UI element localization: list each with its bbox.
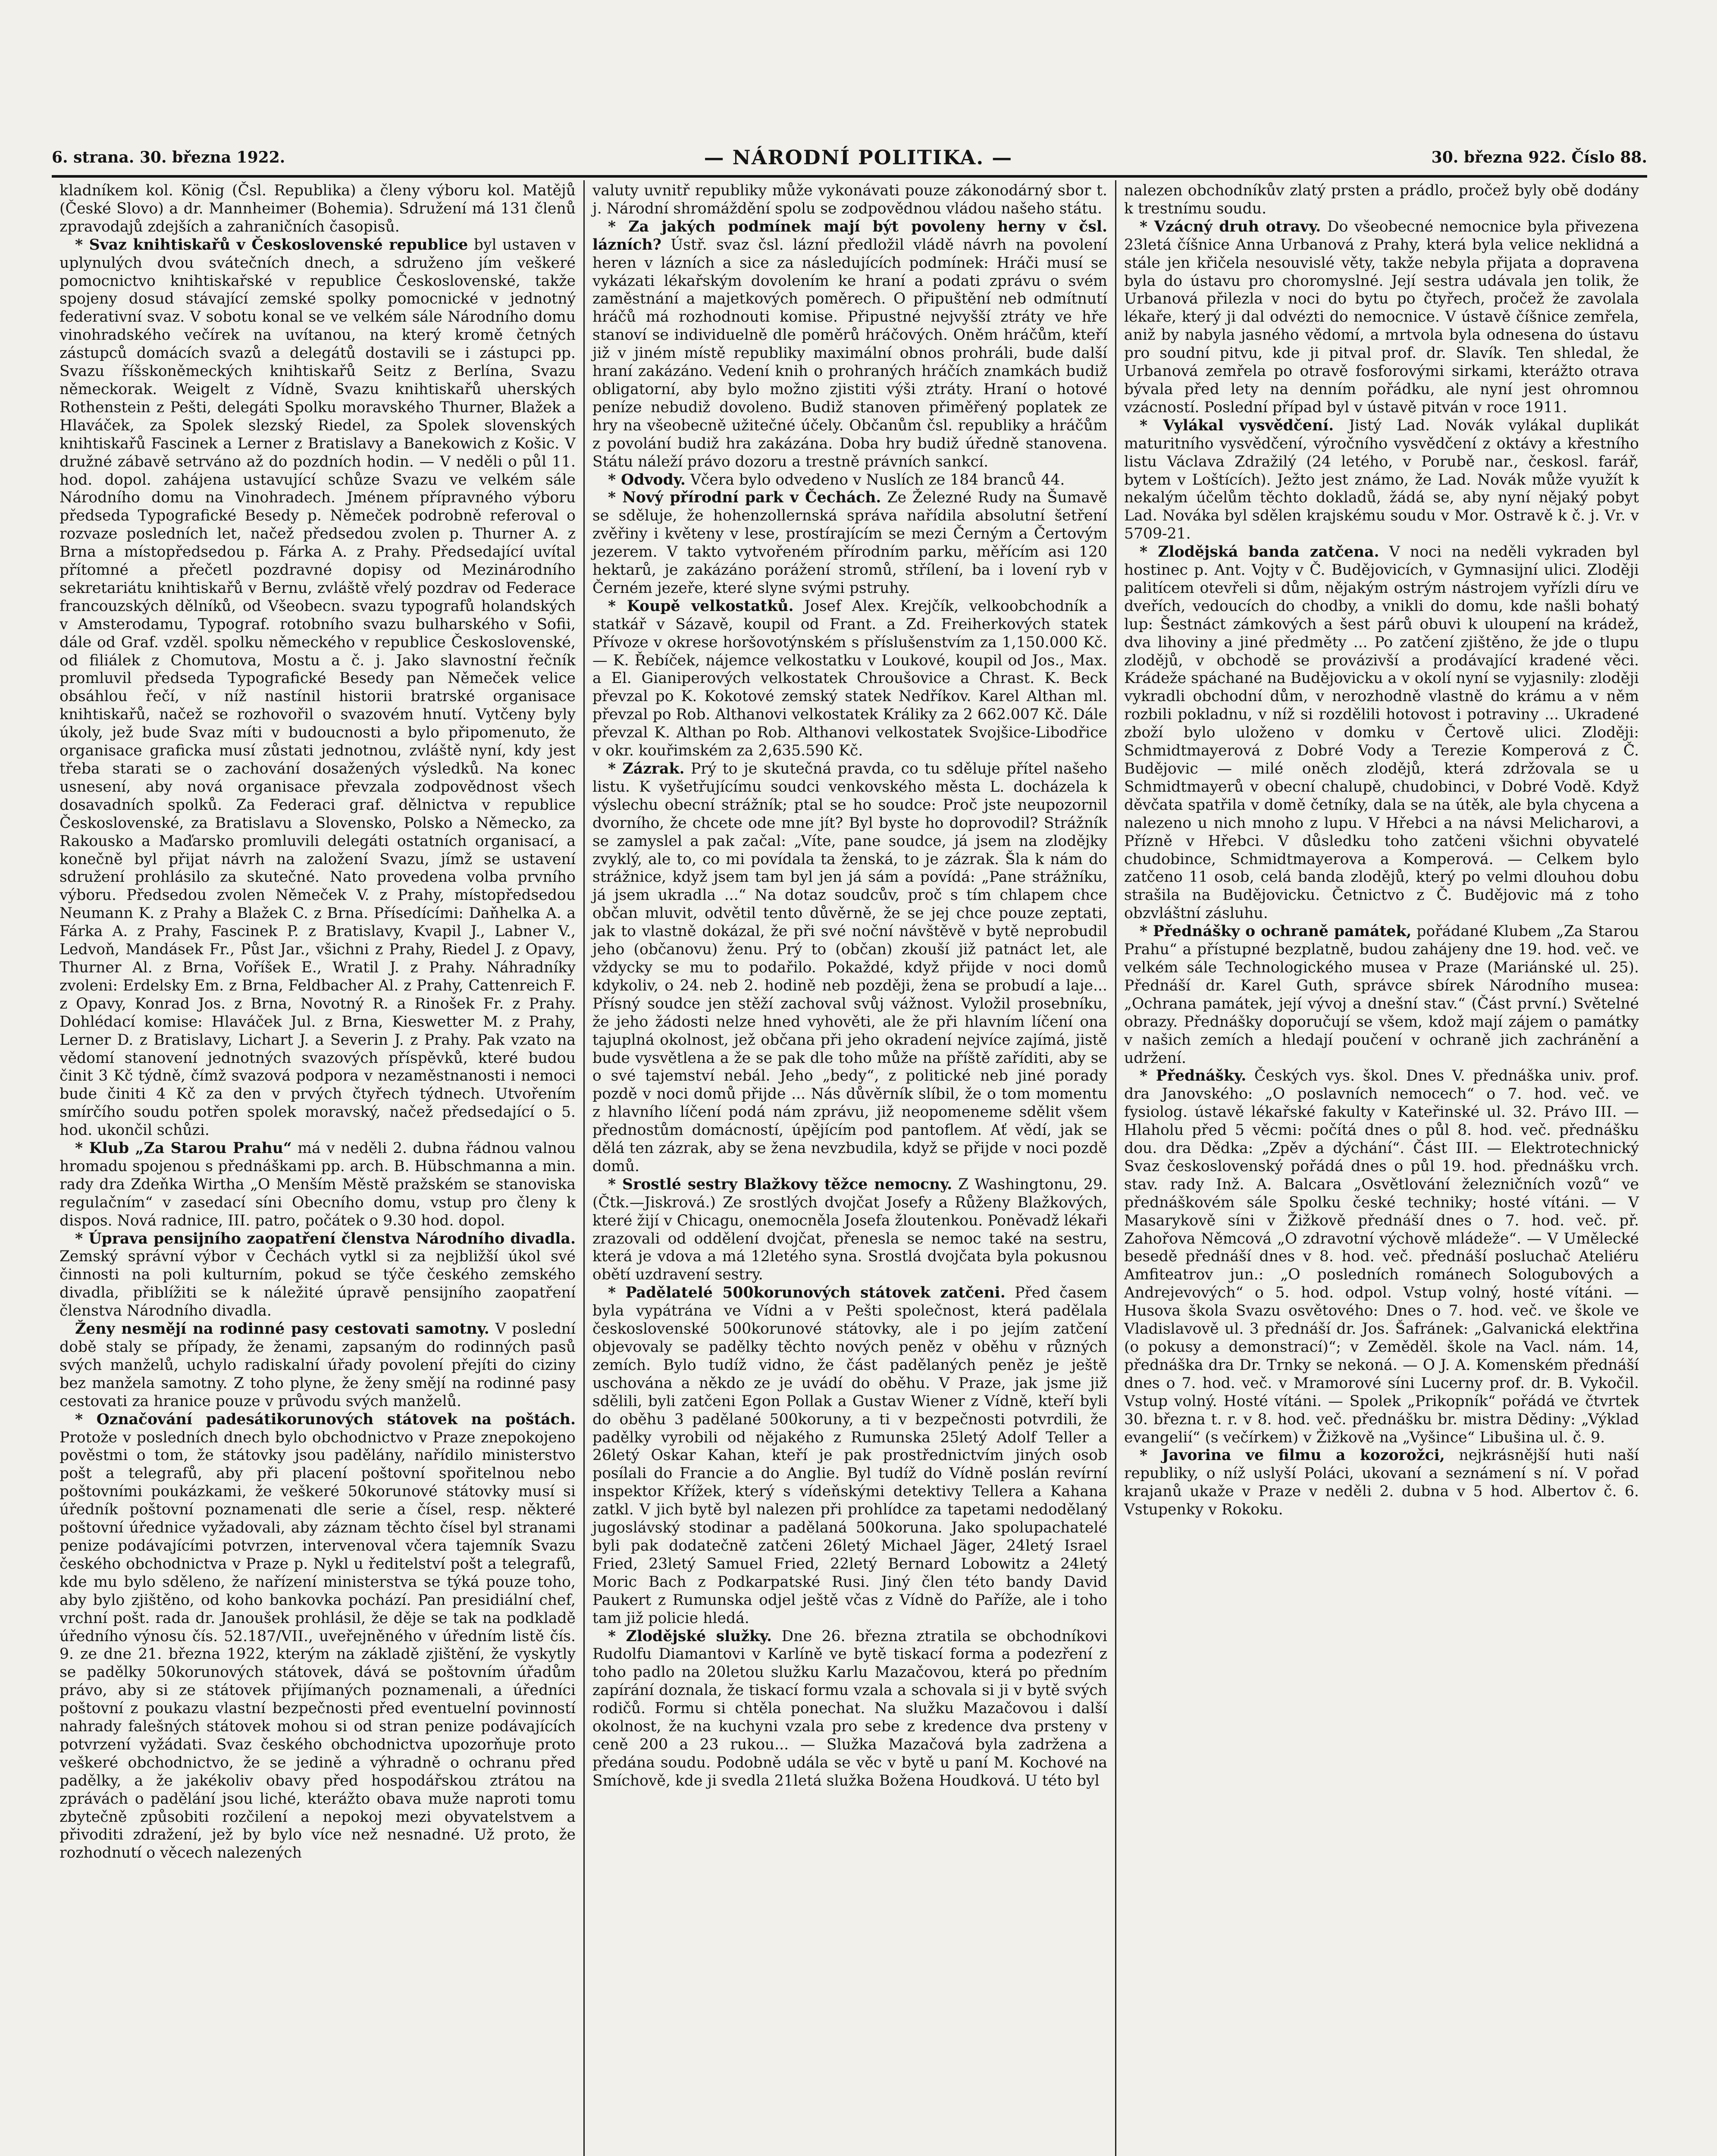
article-body: Včera bylo odvedeno v Nuslích ze 184 branců 44. (690, 471, 1065, 489)
article-headline: * Přednášky o ochraně památek, (1140, 923, 1412, 940)
article-paragraph (592, 218, 1107, 471)
article-body: Do všeobecné nemocnice byla přivezena 23letá číšnice Anna Urbanová z Prahy, která byla velice neklidná a stále jen křičela nesouvislé věty, takže nebyla přijata a dopravena byla do ústavu pro choromyslné. Její sestra udávala jen tolik, že Urbanová přilezla v noci do bytu po čtyřech, pročež že zavolala lékaře, který ji dal odvézti do nemocnice. V ústavě číšnice zemřela, aniž by nabyla jasného vědomí, a mrtvola byla odnesena do ústavu pro soudní pitvu, kde ji pitval prof. dr. Slavík. Ten shledal, že Urbanová zemřela po otravě fosforovými sirkami, kterážto otrava bývala před lety na denním pořádku, ale nyní jest ohromnou vzácností. Poslední případ byl v ústavě pitván v roce 1911. (1124, 218, 1639, 416)
article-paragraph (60, 1411, 576, 1863)
article-paragraph (60, 1140, 576, 1230)
article-paragraph (592, 1284, 1107, 1627)
newspaper-title: — NÁRODNÍ POLITIKA. — (704, 146, 1013, 169)
article-headline: * Klub „Za Starou Prahu“ (75, 1140, 292, 1157)
article-body: Ze Železné Rudy na Šumavě se sděluje, že hohenzollernská správa nařídila absolutní šetření zvěřiny i květeny v lese, prostírajícím se mezi Černým a Čertovým jezerem. V takto vytvořeném přírodním parku, měřícím asi 120 hektarů, je zakázáno porážení stromů, střílení, ba i lovení ryb v Černém jezeře, které slyne svými pstruhy. (592, 489, 1107, 597)
article-paragraph (1124, 1067, 1639, 1447)
article-body: Jistý Lad. Novák vylákal duplikát maturitního vysvědčení, výročního vysvědčení z oktávy a křestního listu Václava Zdražilý (24 letého, v Porubě nar., českosl. farář, bytem v Loštících). Ježto jest známo, že Lad. Novák může využít k nekalým účelům těchto dokladů, žádá se, aby nyní nějaký pobyt Lad. Nováka byl sdělen krajskému soudu v Mor. Ostravě k č. j. Vr. v 5709-21. (1124, 417, 1639, 543)
article-body: Prý to je skutečná pravda, co tu sděluje přítel našeho listu. K vyšetřujícímu soudci venkovského města L. docházela k výslechu obecní strážník; ptal se ho soudce: Proč jste neupozornil dvorního, že chcete ode mne jít? Byl byste ho doprovodil? Strážník se zamyslel a pak začal: „Víte, pane soudce, já jsem na zlodějky zvyklý, ale to, co mi povídala ta ženská, to je zázrak. Šla k nám do strážnice, když jsem tam byl jen já sám a povídá: „Pane strážníku, já jsem ukradla ...“ Na dotaz soudcův, proč s tím chlapem chce občan mluvit, odvětil tento důvěrně, že se jej chce pouze zeptati, jak to vlastně dokázal, že při své noční návštěvě v bytě neprobudil jeho (občanovu) ženu. Prý to (občan) zkouší již patnáct let, ale vždycky se mu to podařilo. Pokaždé, když přijde v noci domů kdykoliv, o 24. neb 2. hodině neb později, žena se probudí a laje... Přísný soudce jen stěží zachoval svůj vážnost. Vyložil prosebníku, že jeho žádosti nelze hned vyhověti, ale že při hlavním líčení ona tajuplná okolnost, jež občana při jeho okradení nejvíce zajímá, jistě bude vysvětlena a že se pak dle toho může na příště zaříditi, aby se o své tajemství nebál. Jeho „bedy“, z politické neb jiné porady pozdě v noci domů přijde ... Nás důvěrník slíbil, že o tom momentu z hlavního líčení podá nám zprávu, již neopomeneme sdělit všem přednostům domácností, úpějícím pod pantoflem. Ať vědí, jak se dělá ten zázrak, aby se žena nevzbudila, když se přijde v noci pozdě domů. (592, 760, 1107, 1175)
article-paragraph (592, 471, 1107, 489)
article-body: V noci na neděli vykraden byl hostinec p. Ant. Vojty v Č. Budějovicích, v Gymnasijní ulici. Zloději palitícem otevřeli si dům, nějakým ostrým nástrojem vyřízli díru ve dveřích, vedoucích do chodby, a vnikli do domu, kde našli bohatý lup: Šestnáct zámkových a šest párů obuvi k uloupení na krádež, dva lihoviny a jiné předměty ... Po zatčení zjištěno, že jde o tlupu zlodějů, v obchodě se provázivší a prodávající kradené věci. Krádeže spáchané na Budějovicku a v okolí nyní se vyjasnily: zloději vykradli obchodní dům, v nerozhodně vlastně do krámu a v něm rozbili pokladnu, v níž si rozdělili hotovost i potraviny ... Ukradené zboží bylo uloženo v domku v Čertově ulici. Zloději: Schmidtmayerová z Dobré Vody a Terezie Komperová z Č. Budějovic — milé oněch zlodějů, která zdržovala se u Schmidtmayerů v obecní chalupě, chudobinci, v Dobré Vodě. Když děvčata spatřila v domě četníky, dala se na útěk, ale byla chycena a nalezeno u nich mnoho z lupu. V Hřebci a na návsi Melicharovi, a Přízně v Hřebci. V důsledku toho zatčeni všichni obyvatelé chudobince, Schmidtmayerova a Komperová. — Celkem bylo zatčeno 11 osob, celá banda zlodějů, který po velmi dlouhou dobu strašila na Budějovicku. Četnictvo z Č. Budějovic má z toho obzvláštní zásluhu. (1124, 543, 1639, 922)
article-body: V poslední době staly se případy, že ženami, zapsaným do rodinných pasů svých manželů, uchylo radiskalní úřady povolení přejíti do ciziny bez manžela samotny. Z toho plyne, že ženy smějí na rodinné pasy cestovati za hranice pouze v průvodu svých manželů. (60, 1320, 576, 1410)
article-paragraph (60, 236, 576, 1140)
article-headline: * Za jakých podmínek mají být povoleny herny v čsl. lázních? (592, 218, 1107, 254)
article-headline: * Nový přírodní park v Čechách. (608, 489, 881, 507)
article-body: Josef Alex. Krejčík, velkoobchodník a statkář v Sázavě, koupil od Frant. a Zd. Freiherkových statek Přívoze v okrese horšovotýnském s příslušenstvím za 1,150.000 Kč. — K. Řebíček, nájemce velkostatku v Loukové, koupil od Jos., Max. a El. Gianiperových velkostatek Chroušovice a Chrast. K. Beck převzal po K. Kokotové zemský statek Nedříkov. Karel Althan ml. převzal po Rob. Althanovi velkostatek Králiky za 2 662.007 Kč. Dále převzal K. Althan po Rob. Althanovi velkostatek Svojšice-Libodřice v okr. kouřimském za 2,635.590 Kč. (592, 597, 1107, 760)
article-body: Před časem byla vypátrána ve Vídni a v Pešti společnost, která padělala československé 500korunové státovky, ale i po jejím zatčení objevovaly se padělky těchto nových peněz v oběhu v různých zemích. Bylo tudíž vidno, že část padělaných peněz je ještě uschována a někdo ze je uvádí do oběhu. V Praze, jak jsme již sdělili, byli zatčeni Egon Pollak a Gustav Wiener z Vídně, kteří byli do oběhu 3 padělané 500koruny, a ti v bezpečnosti potvrdili, že padělky vyrobili od nějakého z Rumunska 25letý Adolf Teller a 26letý Oskar Kahan, kteří je pak prostřednictvím jiných osob posílali do Francie a do Anglie. Byl tudíž do Vídně poslán revírní inspektor Křížek, který s vídeňskými detektivy Tellera a Kahana zatkl. V jich bytě byl nalezen při prohlídce za tapetami nedodělaný jugoslávský stodinar a padělaná 500koruna. Jako spolupachatelé byli pak dodatečně zatčeni 26letý Michael Jäger, 24letý Israel Fried, 23letý Samuel Fried, 22letý Bernard Lobowitz a 24letý Moric Bach z Podkarpatské Rusi. Jiný člen této bandy David Paukert z Rumunska odjel ještě včas z Vídně do Paříže, ale i toho tam již policie hledá. (592, 1284, 1107, 1627)
column-1 (52, 180, 583, 2156)
page-header (52, 142, 1647, 172)
article-body: Dne 26. března ztratila se obchodníkovi Rudolfu Diamantovi v Karlíně ve bytě tiskací forma a podezření z toho padlo na 20letou služku Karlu Mazačovou, která po předním zapírání doznala, že tiskací formu vzala a schovala si ji v bytě svých rodičů. Formu si chtěla ponechat. Na služku Mazačovou i další okolnost, že na kuchyni vzala pro sebe z kredence dva prsteny v ceně 200 a 23 rukou... — Služka Mazačová byla zadržena a předána soudu. Podobně udála se věc v bytě u paní M. Kochové na Smíchově, kde ji svedla 21letá služka Božena Houdková. U této byl (592, 1627, 1107, 1789)
article-headline: * Vzácný druh otravy. (1140, 218, 1321, 235)
article-headline: * Zlodějské služky. (608, 1627, 772, 1645)
article-body: nalezen obchodníkův zlatý prsten a prádlo, pročež byly obě dodány k trestnímu soudu. (1124, 182, 1639, 217)
article-paragraph (1124, 1447, 1639, 1519)
article-headline: * Srostlé sestry Blažkovy těžce nemocny. (608, 1175, 952, 1193)
article-headline: * Zlodějská banda zatčena. (1140, 543, 1379, 561)
article-body: Zemský správní výbor v Čechách vytkl si za nejbližší úkol své činnosti na poli kulturním, pokud se týče českého zemského divadla, přiblížiti se k náležité úpravě pensijního zaopatření členstva Národního divadla. (60, 1248, 576, 1320)
article-paragraph (1124, 218, 1639, 417)
article-paragraph (60, 1320, 576, 1411)
page-number-date: 6. strana. 30. března 1922. (52, 148, 285, 166)
article-body: Ústř. svaz čsl. lázní předložil vládě návrh na povolení heren v lázních a sice za následujících podmínek: Hráči musí se vykázati lékařským dovolením ke hraní a podati zprávu o svém zaměstnání a majetkových poměrech. O připuštění neb odmítnutí hráčů má rozhodnouti komise. Připustné nejvyšší ztráty ve hře stanoví se individuelně dle poměrů hráčových. Oněm hráčům, kteří již v jiném místě republiky maximální obnos prohráli, bude další hraní zakázáno. Vedení knih o prohraných hráčích znamkách budiž obligatorní, aby bylo možno zjistiti výši ztráty. Hraní o hotové peníze nebudiž dovoleno. Budiž stanoven přiměřený poplatek ze hry na všeobecně užitečné účely. Občanům čsl. republiky a hráčům z povolání budiž hra zakázána. Doba hry budiž úředně stanovena. Státu náleží právo dozoru a trestně právních sankcí. (592, 236, 1108, 470)
article-body: nejkrásnější huti naší republiky, o níž uslyší Poláci, ukovaní a seznámení s ní. V pořad krajanů ukaže v Praze v neděli 2. dubna v 5 hod. Albertov č. 6. Vstupenky v Rokoku. (1124, 1447, 1639, 1519)
article-paragraph (1124, 182, 1639, 218)
article-body: valuty uvnitř republiky může vykonávati pouze zákonodárný sbor t. j. Národní shromáždění spolu se zodpovědnou vládou našeho státu. (592, 182, 1107, 217)
article-paragraph (592, 760, 1107, 1176)
article-paragraph (1124, 417, 1639, 543)
article-paragraph (1124, 923, 1639, 1067)
article-paragraph (592, 182, 1107, 218)
article-body: má v neděli 2. dubna řádnou valnou hromadu spojenou s přednáškami pp. arch. B. Hübschmanna a min. rady dra Zdeňka Wirtha „O Menším Městě pražském se stanoviska regulačním“ v zasedací síni Obecního domu, vstup pro členy k dispos. Nová radnice, III. patro, počátek o 9.30 hod. dopol. (60, 1140, 576, 1229)
article-headline: * Javorina ve filmu a kozorožci, (1140, 1447, 1445, 1464)
issue-number-date: 30. března 922. Číslo 88. (1431, 148, 1647, 166)
article-paragraph (60, 1230, 576, 1321)
article-paragraph (60, 182, 576, 236)
column-2 (583, 180, 1115, 2156)
article-headline: * Zázrak. (608, 760, 685, 777)
article-paragraph (1124, 543, 1639, 923)
article-paragraph (592, 598, 1107, 760)
article-headline: * Vylákal vysvědčení. (1140, 417, 1334, 434)
article-headline: * Svaz knihtiskařů v Československé republice (75, 236, 468, 254)
column-3 (1115, 180, 1647, 2156)
article-body: Českých vys. škol. Dnes V. přednáška univ. prof. dra Janovského: „O poslavních nemocech“ o 7. hod. več. ve fysiolog. ústavě lékařské fakulty v Kateřinské ul. 32. Právo III. — Hlaholu před 5 věcmi: počítá dnes o půl 8. hod. več. přednášku dou. dra Dědka: „Zpěv a dýchání“. Část III. — Elektrotechnický Svaz československý pořádá dnes o půl 19. hod. přednášku vrch. stav. rady Inž. A. Balcara „Osvětlování železničních vozů“ ve přednáškovém sále Spolku české techniky; hosté vítáni. — V Masarykově síni v Žižkově přednáší dnes o 7. hod. več. př. Zahořova Němcová „O zdravotní výchově mládeže“. — V Umělecké besedě přednáší dnes v 8. hod. več. přednáší posluchač Ateliéru Amfiteatrov jun.: „O posledních románech Sologubových a Andrejevových“ o 5. hod. odpol. Vstup volný, hosté vítáni. — Husova škola Svazu osvětového: Dnes o 7. hod. več. ve škole ve Vladislavově ul. 3 přednáší dr. Jos. Šafránek: „Galvanická elektřina (o pokusy a demonstrací)“; v Zeměděl. škole na Vacl. nám. 14, přednáška dra Dr. Trnky se nekoná. — O J. A. Komenském přednáší dnes o 7. hod. več. v Mramorové síni Lucerny prof. dr. B. Vykočil. Vstup volný. Hosté vítáni. — Spolek „Prikopník“ pořádá ve čtvrtek 30. března t. r. v 8. hod. več. přednášku br. mistra Dědiny: „Výklad evangelií“ (s večírkem) v Žižkově na „Vyšince“ Libušina ul. č. 9. (1124, 1067, 1639, 1446)
article-body: pořádané Klubem „Za Starou Prahu“ a přístupné bezplatně, budou zahájeny dne 19. hod. več. ve velkém sále Technologického musea v Praze (Mariánské ul. 25). Přednáší dr. Karel Guth, správce sbírek Národního musea: „Ochrana památek, její vývoj a dnešní stav.“ (Část první.) Světelné obrazy. Přednášky doporučují se všem, kdož mají zájem o památky v našich zemích a hledají poučení v ochraně jich zachránění a udržení. (1124, 923, 1639, 1067)
article-paragraph (592, 1628, 1107, 1790)
header-rule (52, 175, 1647, 178)
article-columns (52, 180, 1647, 2156)
article-body: Z Washingtonu, 29. (Čtk.—Jiskrová.) Ze srostlých dvojčat Josefy a Růženy Blažkových, které žijí v Chicagu, onemocněla Josefa žloutenkou. Poněvadž lékaři zrazovali od oddělení dvojčat, přenesla se nemoc také na sestru, která je vdova a má 12letého syna. Srostlá dvojčata byla pokusnou obětí uzdravení sestry. (592, 1175, 1107, 1284)
article-headline: * Odvody. (608, 471, 686, 489)
article-headline: * Koupě velkostatků. (608, 597, 794, 615)
article-headline: * Označování padesátikorunových státovek na poštách. (75, 1410, 576, 1428)
article-headline: * Úprava pensijního zaopatření členstva Národního divadla. (75, 1230, 576, 1247)
article-paragraph (592, 489, 1107, 597)
article-headline: * Přednášky. (1140, 1067, 1247, 1085)
article-body: Protože v posledních dnech bylo obchodnictvo v Praze znepokojeno pověstmi o tom, že státovky jsou padělány, nařídilo ministerstvo pošt a telegrafů, aby při placení poštovní spořitelnou nebo poštovními poukázkami, že veškeré 50korunové státovky musí si úředník poštovní poznamenati dle serie a čísel, resp. některé poštovní úřednice vyžadovali, aby záznam těchto čísel byl stranami penize podávajícími potvrzen, intervenoval včera tajemník Svazu českého obchodnictva v Praze p. Nykl u ředitelství pošt a telegrafů, kde mu bylo sděleno, že nařízení ministerstva se týká pouze toho, aby bylo zjištěno, od koho bankovka pochází. Pan presidiální chef, vrchní pošt. rada dr. Janoušek prohlásil, že děje se tak na podkladě úředního výnosu čís. 52.187/VII., uveřejněného v úředním listě čís. 9. ze dne 21. března 1922, kterým na základě zjištění, že vyskytly se padělky 50korunových státovek, dává se poštovním úřadům právo, aby si ze státovek přijímaných poznamenali, a úředníci poštovní z poukazu vlastní bezpečnosti před eventuelní povinností nahrady falešných státovek mohou si od stran penize podávajících potvrzení vyžádati. Svaz českého obchodnictva upozorňuje proto veškeré obchodnictvo, že se jedině a výhradně o ochranu před padělky, a že jakékoliv obavy před hospodářskou ztrátou na zprávách o padělání jsou liché, kterážto obava muže naproti tomu zbytečně způsobiti rozčilení a nepokoj mezi obyvatelstvem a přivoditi zdražení, jež by bylo více než nesnadné. Už proto, že rozhodnutí o věcech nalezených (60, 1429, 576, 1862)
article-paragraph (592, 1176, 1107, 1284)
article-headline: Ženy nesmějí na rodinné pasy cestovati samotny. (75, 1320, 489, 1338)
article-headline: * Padělatelé 500korunových státovek zatčeni. (608, 1284, 1006, 1302)
article-body: kladníkem kol. König (Čsl. Republika) a členy výboru kol. Matějů (České Slovo) a dr. Mannheimer (Bohemia). Sdružení má 131 členů zpravodajů zdejších a zahraničních časopisů. (60, 182, 576, 235)
article-body: byl ustaven v uplynulých dvou svátečních dnech, a sdruženo jím veškeré pomocnictvo knihtiskařské v republice Československé, takže spojeny dosud stávající zemské spolky pomocnické v jednotný federativní svaz. V sobotu konal se ve velkém sále Národního domu vinohradského večírek na uvítanou, na který kromě četných zástupců domácích svazů a delegátů dostavili se i zástupci pp. Svazu říšskoněmeckých knihtiskařů Seitz z Berlína, Svazu německorak. Weigelt z Vídně, Svazu knihtiskařů uherských Rothenstein z Pešti, delegáti Spolku moravského Thurner, Blažek a Hlaváček, za Spolek slezský Riedel, za Spolek slovenských knihtiskařů Fascinek a Lerner z Bratislavy a Banekowich z Košic. V družné zábavě setrváno až do pozdních hodin. — V neděli o půl 11. hod. dopol. zahájena ustavující schůze Svazu ve velkém sále Národního domu na Vinohradech. Jménem přípravného výboru předseda Typografické Besedy p. Němeček podrobně referoval o rozvaze posledních let, načež předsedou zvolen p. Thurner A. z Brna a místopředsedou p. Fárka A. z Prahy. Předsedající uvítal přítomné a přečetl pozdravné dopisy od Mezinárodního sekretariátu knihtiskařů v Bernu, zvláště vřelý pozdrav od Federace francouzských dělníků, od Všeobecn. svazu typografů holandských v Amsterodamu, Typograf. rotobního svazu bulharského v Sofii, dále od Graf. vzděl. spolku německého v republice Československé, od filiálek z Chomutova, Mostu a č. j. Jako slavnostní řečník promluvil předseda Typografické Besedy pan Němeček velice obsáhlou řečí, v níž nastínil historii bratrské organisace knihtiskařů, načež se rozhovořil o svazovém hnutí. Vytčeny byly úkoly, jež bude Svaz míti v budoucnosti a bylo připomenuto, že organisace graficka musí zůstati jednotnou, zvláště nyní, kdy jest třeba starati se o zachování dosažených výsledků. Na konec usnesení, aby nová organisace převzala zodpovědnost všech dosavadních spolků. Za Federaci graf. dělnictva v republice Československé, za Bratislavu a Slovensko, Polsko a Německo, za Rakousko a Maďarsko promluvili delegáti ostatních organisací, a konečně byl přijat návrh na založení Svazu, jímž se ustavení sdružení prohlásilo za skutečné. Nato provedena volba prvního výboru. Předsedou zvolen Němeček V. z Prahy, místopředsedou Neumann K. z Prahy a Blažek C. z Brna. Přísedícími: Daňhelka A. a Fárka A. z Prahy, Fascinek P. z Bratislavy, Kvapil J., Labner V., Ledvoň, Mandásek Fr., Půst Jar., všichni z Prahy, Riedel J. z Opavy, Thurner Al. z Brna, Voříšek E., Wratil J. z Prahy. Náhradníky zvoleni: Erdelsky Em. z Brna, Feldbacher Al. z Prahy, Cattenreich F. z Opavy, Konrad Jos. z Brna, Novotný R. a Rinošek Fr. z Prahy. Dohlédací komise: Hlaváček Jul. z Brna, Kieswetter M. z Prahy, Lerner D. z Bratislavy, Lichart J. a Severin J. z Prahy. Pak vzato na vědomí stanovení jednotných svazových příspěvků, které budou činit 3 Kč týdně, čímž svazová podpora v nezaměstnanosti i nemoci bude činiti 4 Kč za den v prvých čtyřech týdnech. Utvořením smírčího soudu potřen spolek moravský, načež předsedající o 5. hod. ukončil schůzi. (60, 236, 576, 1139)
